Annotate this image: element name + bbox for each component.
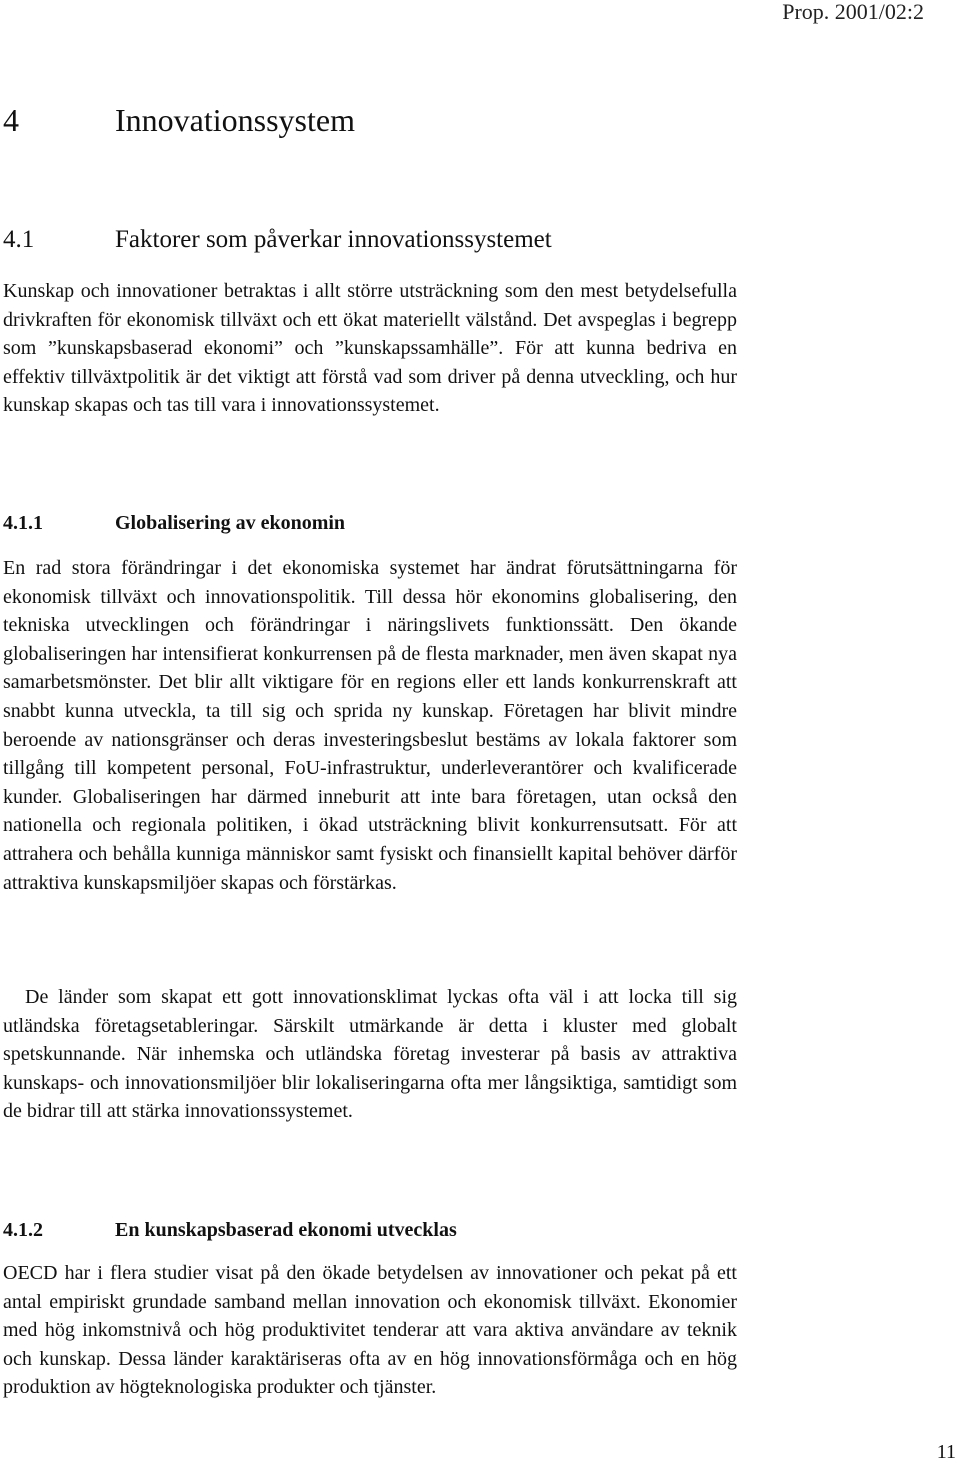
subsection-title: En kunskapsbaserad ekonomi utvecklas [115, 1219, 457, 1241]
chapter-heading [3, 100, 355, 140]
kunskapsekonomi-paragraph-1: OECD har i flera studier visat på den ökade betydelsen av innovationer och pekat på ett antal empiriskt grundade samband mellan innovation och ekonomisk tillväxt. Ekonomier med hög inkomstnivå och hög produktivitet tenderar att vara aktiva användare av teknik och kunskap. Dessa länder karaktäriseras ofta av en hög innovationsförmåga och en hög produktion av högteknologiska produkter och tjänster. [3, 1262, 737, 1399]
intro-paragraph: Kunskap och innovationer betraktas i allt större utsträckning som den mest betydelsefulla drivkraften för ekonomisk tillväxt och ett ökat materiellt välstånd. Det avspeglas i begrepp som ”kunskapsbaserad ekonomi” och ”kunskapssamhälle”. För att kunna bedriva en effektiv tillväxtpolitik är det viktigt att förstå vad som driver på denna utveckling, och hur kunskap skapas och tas till vara i innovationssystemet. [3, 280, 737, 417]
section-number: 4.1 [3, 226, 35, 253]
section-title: Faktorer som påverkar innovationssystemet [115, 226, 552, 253]
subsection-heading-globalisering [3, 509, 345, 537]
section-heading [3, 224, 552, 256]
subsection-heading-kunskapsekonomi [3, 1216, 457, 1244]
chapter-title: Innovationssystem [115, 102, 355, 138]
running-head: Prop. 2001/02:2 [782, 0, 924, 24]
page-number: 11 [936, 1441, 956, 1463]
subsection-title: Globalisering av ekonomin [115, 512, 346, 534]
subsection-number: 4.1.2 [3, 1219, 43, 1241]
globalisering-paragraph-2: De länder som skapat ett gott innovationsklimat lyckas ofta väl i att locka till sig utländska företagsetableringar. Särskilt utmärkande är detta i kluster med globalt spetskunnande. När inhemska och utländska företag investerar på basis av attraktiva kunskaps- och innovationsmiljöer blir lokaliseringarna ofta mer långsiktiga, samtidigt som de bidrar till att stärka innovationssystemet. [3, 986, 737, 1123]
subsection-number: 4.1.1 [3, 512, 43, 534]
chapter-number: 4 [3, 102, 19, 138]
globalisering-paragraph-1: En rad stora förändringar i det ekonomiska systemet har ändrat förutsättningarna för ekonomisk tillväxt och innovationspolitik. Till dessa hör ekonomins globalisering, den tekniska utvecklingen och förändringar i näringslivets funktionssätt. Den ökande globaliseringen har intensifierat konkurrensen på de flesta marknader, men även skapat nya samarbetsmönster. Det blir allt viktigare för en regions eller ett lands konkurrenskraft att snabbt kunna utveckla, ta till sig och sprida ny kunskap. Företagen har blivit mindre beroende av nationsgränser och deras investeringsbeslut bestäms av lokala faktorer som tillgång till kompetent personal, FoU-infrastruktur, underleverantörer och kvalificerade kunder. Globaliseringen har därmed inneburit att inte bara företagen, utan också den nationella och regionala politiken, i ökad utsträckning blivit konkurrensutsatt. För att attrahera och behålla kunniga människor samt fysiskt och finansiellt kapital behöver därför attraktiva kunskapsmiljöer skapas och förstärkas. [3, 557, 737, 894]
